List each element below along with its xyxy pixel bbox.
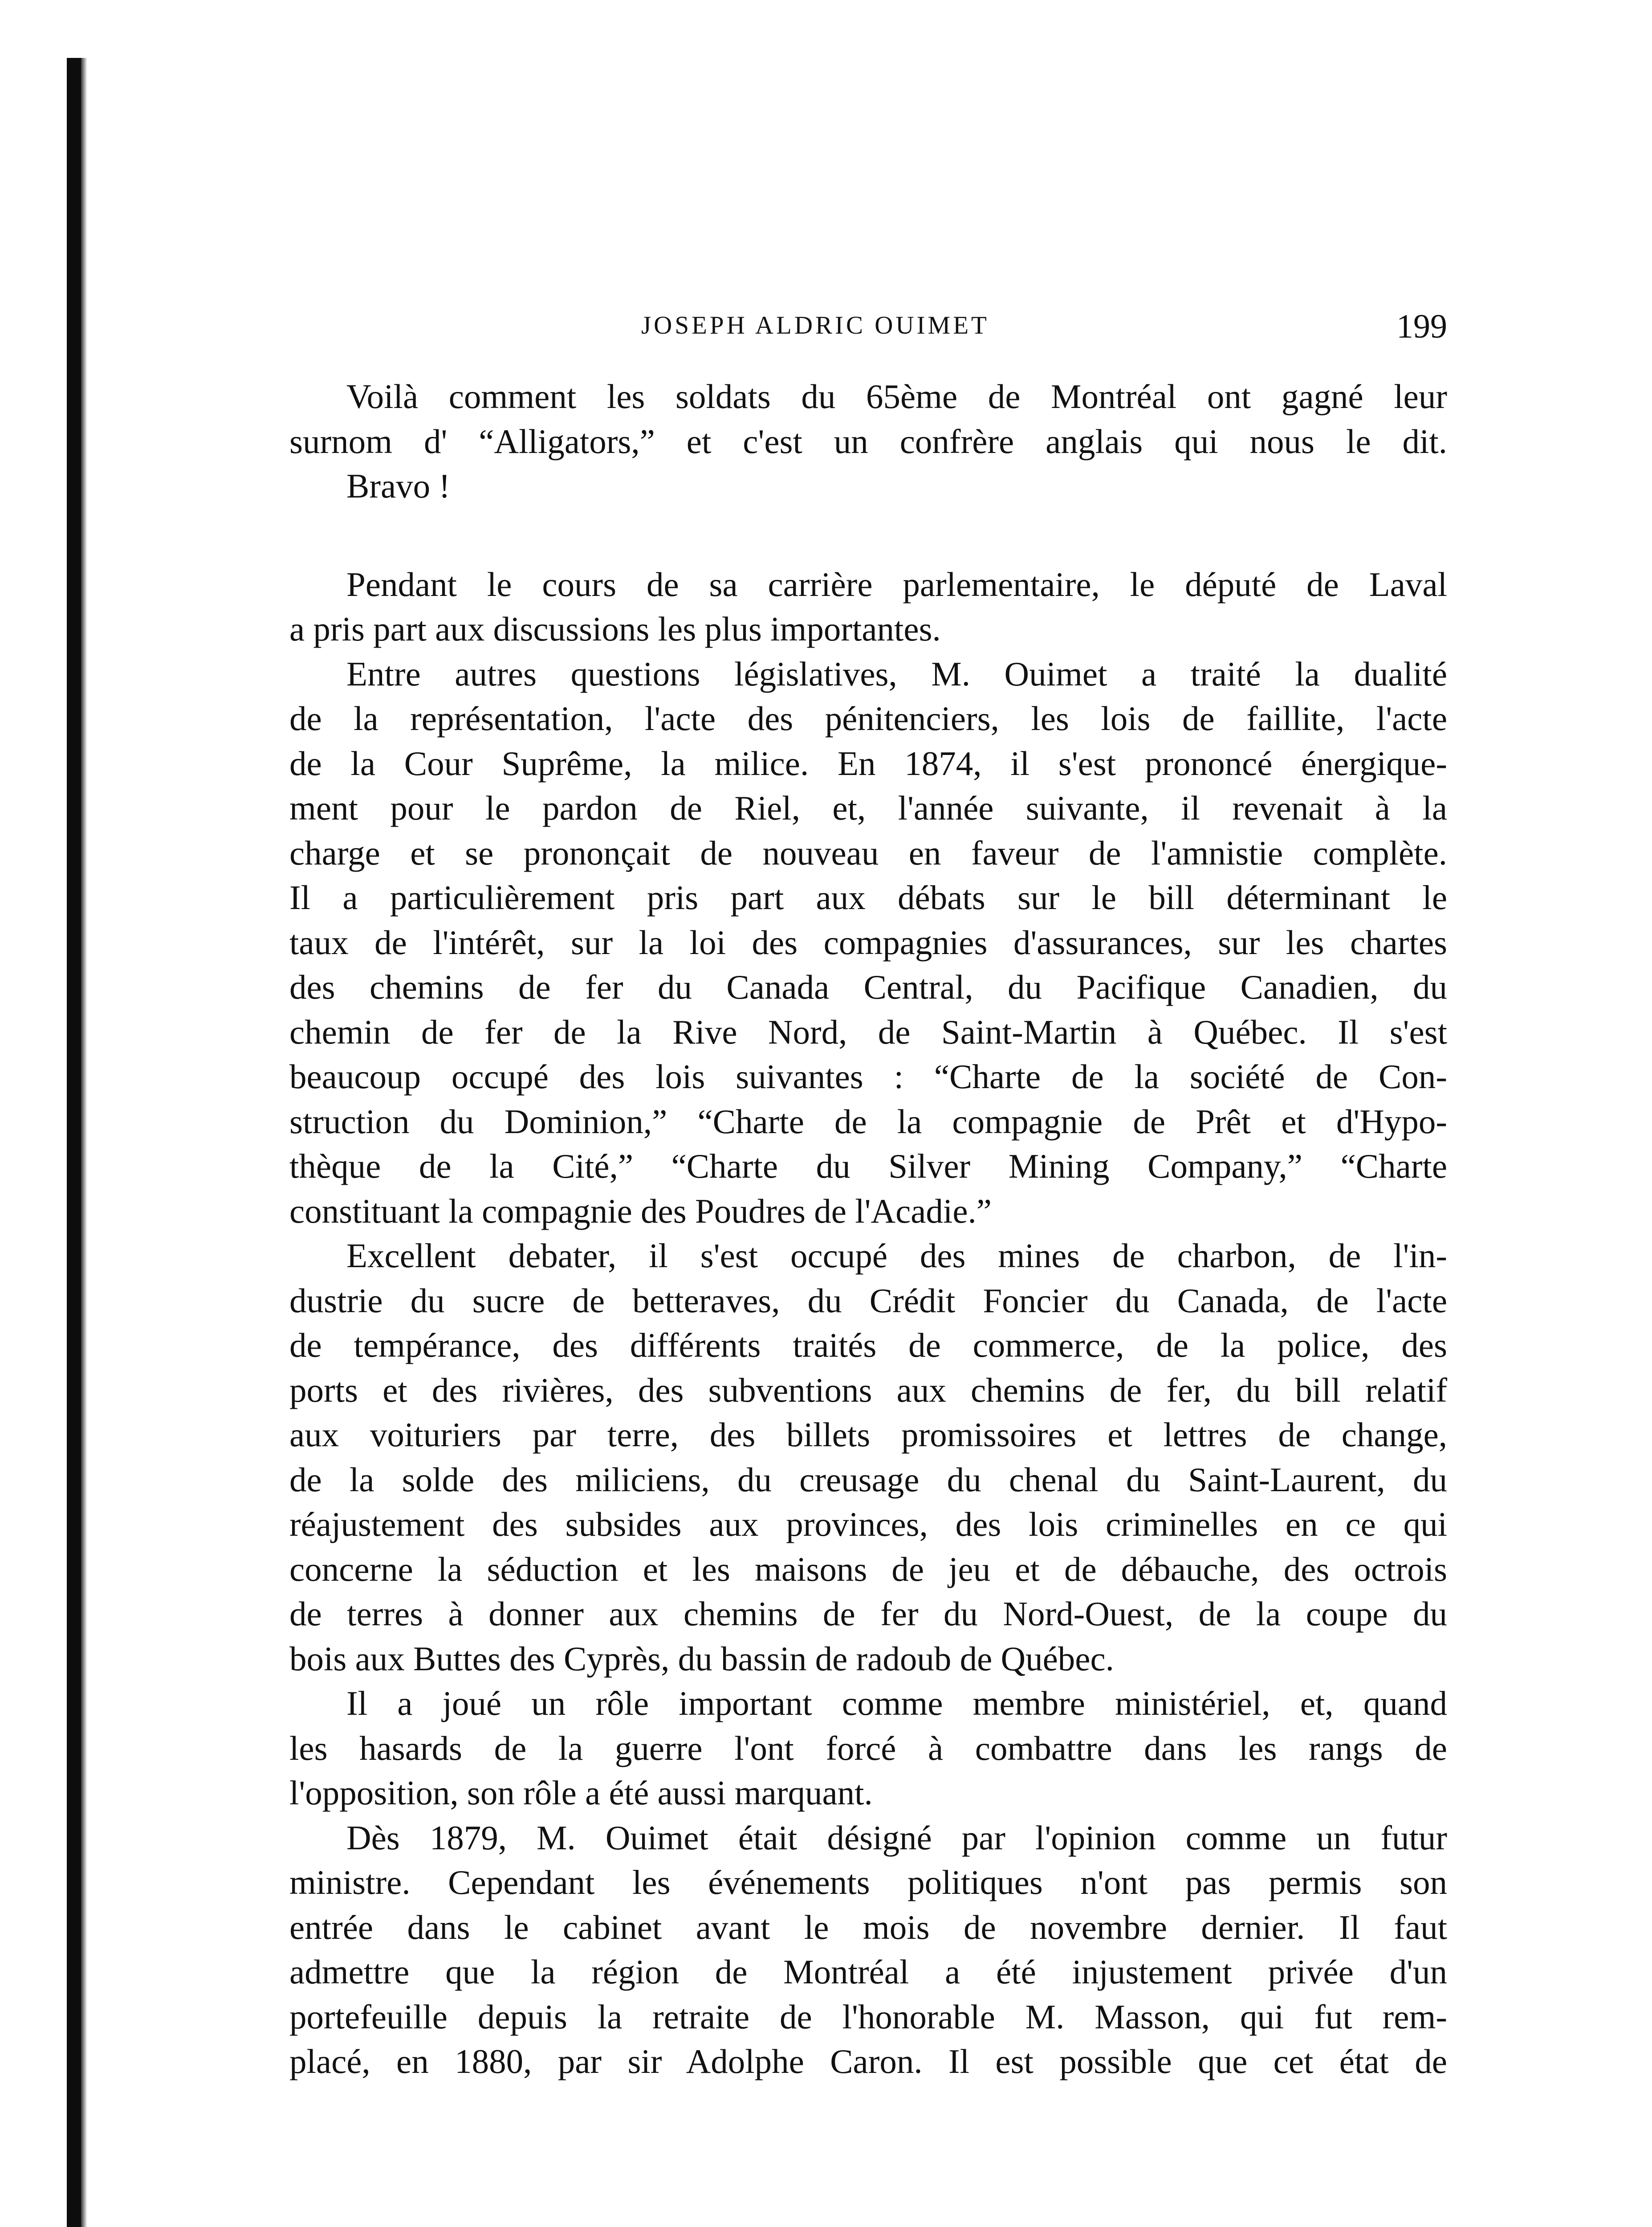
text-line: thèque de la Cité,” “Charte du Silver Mining Company,” “Charte	[289, 1147, 1447, 1185]
text-line: concerne la séduction et les maisons de jeu et de débauche, des octrois	[289, 1550, 1447, 1588]
text-line: a pris part aux discussions les plus importantes.	[289, 610, 941, 648]
text-line: bois aux Buttes des Cyprès, du bassin de radoub de Québec.	[289, 1639, 1114, 1678]
text-line: Il a particulièrement pris part aux débats sur le bill déterminant le	[289, 878, 1447, 917]
text-line: ment pour le pardon de Riel, et, l'année suivante, il revenait à la	[289, 789, 1447, 827]
text-line: aux voituriers par terre, des billets promissoires et lettres de change,	[289, 1415, 1447, 1454]
binding-shadow-gradient	[81, 58, 87, 2227]
text-line: dustrie du sucre de betteraves, du Crédit Foncier du Canada, de l'acte	[289, 1281, 1447, 1320]
text-line: ports et des rivières, des subventions aux chemins de fer, du bill relatif	[289, 1370, 1447, 1409]
text-line: chemin de fer de la Rive Nord, de Saint-Martin à Québec. Il s'est	[289, 1012, 1447, 1051]
running-title: JOSEPH ALDRIC OUIMET	[641, 311, 989, 339]
text-line: Pendant le cours de sa carrière parlementaire, le député de Laval	[346, 565, 1447, 604]
text-line: Voilà comment les soldats du 65ème de Montréal ont gagné leur	[346, 377, 1447, 416]
text-line: Entre autres questions législatives, M. Ouimet a traité la dualité	[346, 654, 1447, 693]
text-line: struction du Dominion,” “Charte de la compagnie de Prêt et d'Hypo-	[289, 1102, 1447, 1141]
binding-shadow	[67, 58, 81, 2227]
text-line: admettre que la région de Montréal a été injustement privée d'un	[289, 1953, 1447, 1991]
paragraph-gap	[289, 509, 1447, 562]
text-line: Il a joué un rôle important comme membre ministériel, et, quand	[346, 1684, 1447, 1722]
text-line: surnom d' “Alligators,” et c'est un confrère anglais qui nous le dit.	[289, 422, 1447, 461]
text-line: l'opposition, son rôle a été aussi marquant.	[289, 1774, 873, 1812]
text-line: Bravo !	[346, 467, 451, 505]
text-line: entrée dans le cabinet avant le mois de novembre dernier. Il faut	[289, 1908, 1447, 1946]
text-line: de la Cour Suprême, la milice. En 1874, il s'est prononcé énergique-	[289, 744, 1447, 783]
text-line: constituant la compagnie des Poudres de l'Acadie.”	[289, 1191, 992, 1230]
text-line: des chemins de fer du Canada Central, du Pacifique Canadien, du	[289, 968, 1447, 1006]
text-line: Excellent debater, il s'est occupé des mines de charbon, de l'in-	[346, 1236, 1447, 1275]
text-line: Dès 1879, M. Ouimet était désigné par l'opinion comme un futur	[346, 1818, 1447, 1857]
text-line: charge et se prononçait de nouveau en faveur de l'amnistie complète.	[289, 833, 1447, 872]
text-line: placé, en 1880, par sir Adolphe Caron. Il est possible que cet état de	[289, 2042, 1447, 2080]
page-number: 199	[1396, 308, 1447, 345]
body-text	[289, 374, 1447, 2084]
text-line: taux de l'intérêt, sur la loi des compagnies d'assurances, sur les chartes	[289, 923, 1447, 962]
text-line: de la représentation, l'acte des pénitenciers, les lois de faillite, l'acte	[289, 699, 1447, 738]
text-line: réajustement des subsides aux provinces, des lois criminelles en ce qui	[289, 1505, 1447, 1543]
text-line: portefeuille depuis la retraite de l'honorable M. Masson, qui fut rem-	[289, 1997, 1447, 2036]
text-line: les hasards de la guerre l'ont forcé à combattre dans les rangs de	[289, 1729, 1447, 1767]
text-line: de la solde des miliciens, du creusage du chenal du Saint-Laurent, du	[289, 1460, 1447, 1499]
page-header	[289, 307, 1447, 356]
text-line: ministre. Cependant les événements politiques n'ont pas permis son	[289, 1863, 1447, 1901]
text-line: beaucoup occupé des lois suivantes : “Charte de la société de Con-	[289, 1057, 1447, 1096]
text-line: de terres à donner aux chemins de fer du Nord-Ouest, de la coupe du	[289, 1595, 1447, 1633]
text-line: de tempérance, des différents traités de commerce, de la police, des	[289, 1326, 1447, 1364]
